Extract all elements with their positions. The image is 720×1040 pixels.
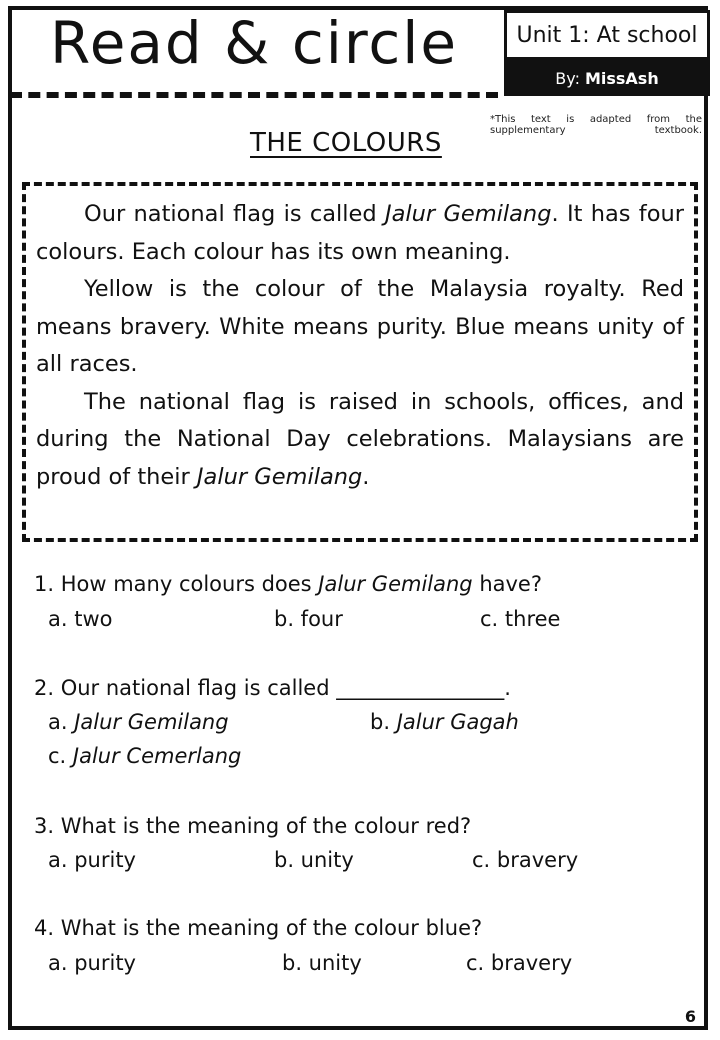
by-label: By: — [555, 68, 580, 88]
q2-option-c[interactable] — [48, 744, 241, 768]
q1-option-b[interactable]: b. four — [274, 607, 343, 631]
reading-passage — [22, 182, 698, 542]
passage-paragraph-2: Yellow is the colour of the Malaysia royalty. Red means bravery. White means purity. Blue means unity of all races. — [36, 276, 684, 377]
question-1 — [34, 572, 542, 596]
passage-text: . — [362, 463, 370, 490]
worksheet-title: Read & circle — [50, 9, 459, 77]
question-italic-text: Jalur Gemilang — [318, 572, 473, 596]
page-number: 6 — [684, 1007, 696, 1026]
q2-option-b[interactable] — [370, 710, 519, 734]
option-text: Jalur Cemerlang — [72, 744, 242, 768]
question-text: have? — [472, 572, 542, 596]
unit-label — [504, 10, 710, 60]
passage-text: . It has four colours. Each colour has its own meaning. — [36, 201, 684, 265]
author-bar — [504, 60, 710, 96]
source-note: *This text is adapted from the supplementary textbook. — [490, 114, 702, 136]
passage-paragraph-1 — [36, 196, 684, 271]
header-divider — [10, 92, 498, 98]
question-3: 3. What is the meaning of the colour red? — [34, 814, 472, 838]
option-prefix: a. — [48, 710, 75, 734]
passage-text: The national flag is raised in schools, offices, and during the National Day celebrations. Malaysians are proud of their — [36, 388, 684, 490]
q4-option-c[interactable]: c. bravery — [466, 951, 573, 975]
option-text: Jalur Gemilang — [74, 710, 229, 734]
q3-option-b[interactable]: b. unity — [274, 848, 354, 872]
author-name: MissAsh — [584, 68, 659, 88]
passage-italic-text: Jalur Gemilang — [196, 463, 363, 490]
question-4: 4. What is the meaning of the colour blue? — [34, 916, 483, 940]
passage-text: Our national flag is called — [84, 201, 385, 227]
question-2: 2. Our national flag is called ________________. — [34, 676, 511, 700]
unit-text: Unit 1: At school — [516, 22, 698, 48]
q3-option-a[interactable]: a. purity — [48, 848, 136, 872]
q4-option-a[interactable]: a. purity — [48, 951, 136, 975]
passage-paragraph-3 — [36, 384, 684, 497]
option-prefix: c. — [48, 744, 73, 768]
q4-option-b[interactable]: b. unity — [282, 951, 362, 975]
q1-option-c[interactable]: c. three — [480, 607, 561, 631]
q2-option-a[interactable] — [48, 710, 229, 734]
q3-option-c[interactable]: c. bravery — [472, 848, 579, 872]
passage-italic-text: Jalur Gemilang — [384, 201, 552, 227]
passage-title: THE COLOURS — [250, 128, 442, 158]
option-text: Jalur Gagah — [396, 710, 519, 734]
question-text: 1. How many colours does — [34, 572, 319, 596]
option-prefix: b. — [370, 710, 397, 734]
q1-option-a[interactable]: a. two — [48, 607, 113, 631]
